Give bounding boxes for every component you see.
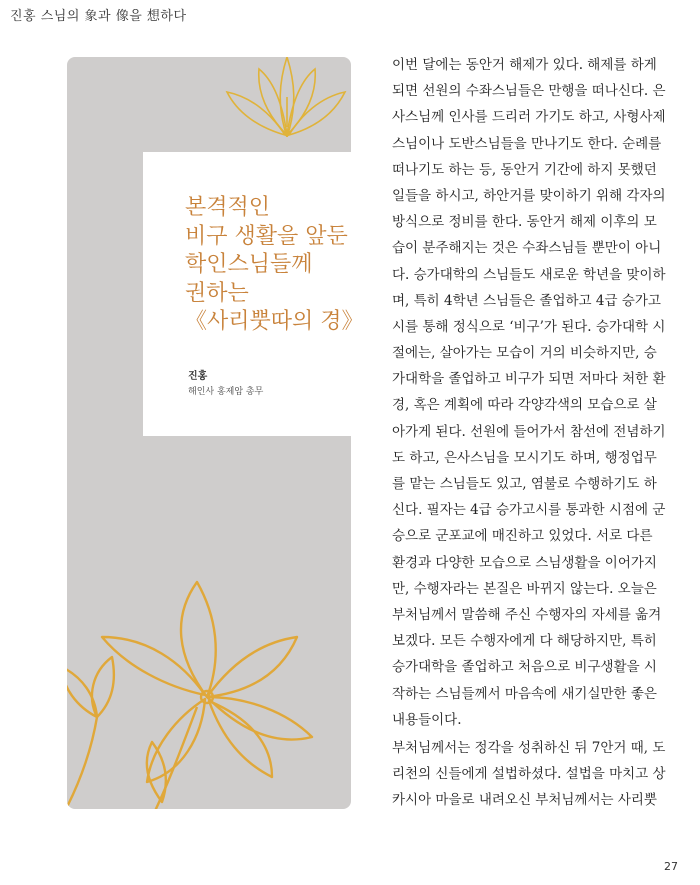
body-text-line: 도 하고, 은사스님을 모시기도 하며, 행정업무 (392, 449, 657, 466)
body-text-line: 환경과 다양한 모습으로 스님생활을 이어가지 (392, 554, 657, 571)
body-text-line: 신다. 필자는 4급 승가고시를 통과한 시점에 군 (392, 502, 666, 519)
body-text-line: 만, 수행자라는 본질은 바뀌지 않는다. 오늘은 (392, 580, 657, 597)
body-text-line: 방식으로 정비를 한다. 동안거 해제 이후의 모 (392, 214, 657, 231)
title-line: 비구 생활을 앞둔 (185, 223, 348, 249)
body-text-line: 승가대학을 졸업하고 처음으로 비구생활을 시 (392, 659, 657, 676)
body-text-line: 승으로 군포교에 매진하고 있었다. 서로 다른 (392, 528, 653, 545)
body-text-line: 절에는, 살아가는 모습이 거의 비슷하지만, 승 (392, 345, 657, 362)
article-title (185, 194, 364, 337)
body-text-line: 사스님께 인사를 드리러 가기도 하고, 사형사제 (392, 109, 666, 126)
body-text-line: 아가게 된다. 선원에 들어가서 참선에 전념하기 (392, 423, 666, 440)
title-line: 본격적인 (185, 195, 271, 220)
body-text-line: 가대학을 졸업하고 비구가 되면 저마다 처한 환 (392, 371, 666, 388)
body-text-line: 떠나기도 하는 등, 동안거 기간에 하지 못했던 (392, 161, 657, 178)
author-role: 해인사 홍제암 총무 (188, 387, 264, 397)
page-number: 27 (664, 860, 678, 873)
title-line: 학인스님들께 (185, 252, 313, 277)
body-text-line: 되면 선원의 수좌스님들은 만행을 떠나신다. 은 (392, 83, 666, 100)
body-text-line: 스님이나 도반스님들을 만나기도 한다. 순례를 (392, 135, 662, 152)
body-text-line: 습이 분주해지는 것은 수좌스님들 뿐만이 아니 (392, 240, 662, 257)
author-name: 진홍 (188, 371, 208, 382)
lotus-flower-bottom-icon (67, 577, 351, 809)
body-text-line: 이번 달에는 동안거 해제가 있다. 해제를 하게 (392, 57, 657, 73)
body-text-line: 부처님께서는 정각을 성취하신 뒤 7안거 때, 도 (392, 740, 666, 756)
title-line: 《사리뿟따의 경》 (185, 309, 364, 334)
title-line: 권하는 (185, 280, 249, 306)
body-paragraph-1 (392, 52, 674, 733)
body-text-line: 다. 승가대학의 스님들도 새로운 학년을 맞이하 (392, 266, 666, 283)
running-title: 진홍 스님의 象과 像을 想하다 (10, 9, 187, 24)
body-text-line: 리천의 신들에게 설법하셨다. 설법을 마치고 상 (392, 766, 666, 783)
body-text-line: 를 맡는 스님들도 있고, 염불로 수행하기도 하 (392, 476, 657, 492)
body-text-line: 부처님께서 말씀해 주신 수행자의 자세를 옮겨 (392, 606, 662, 623)
body-text-line: 작하는 스님들께서 마음속에 새기실만한 좋은 (392, 685, 657, 702)
body-text-line: 일들을 하시고, 하안거를 맞이하기 위해 각자의 (392, 187, 666, 204)
body-paragraph-2 (392, 735, 674, 814)
body-text-line: 시를 통해 정식으로 ‘비구’가 된다. 승가대학 시 (392, 318, 666, 335)
article-title-box (143, 152, 365, 436)
body-text-line: 며, 특히 4학년 스님들은 졸업하고 4급 승가고 (392, 292, 661, 309)
body-text-line: 경, 혹은 계획에 따라 각양각색의 모습으로 살 (392, 397, 657, 414)
body-text-line: 카시아 마을로 내려오신 부처님께서는 사리뿟 (392, 792, 657, 809)
lotus-flower-top-icon (217, 57, 351, 137)
body-text-line: 내용들이다. (392, 711, 462, 728)
body-text-line: 보겠다. 모든 수행자에게 다 해당하지만, 특히 (392, 633, 657, 650)
